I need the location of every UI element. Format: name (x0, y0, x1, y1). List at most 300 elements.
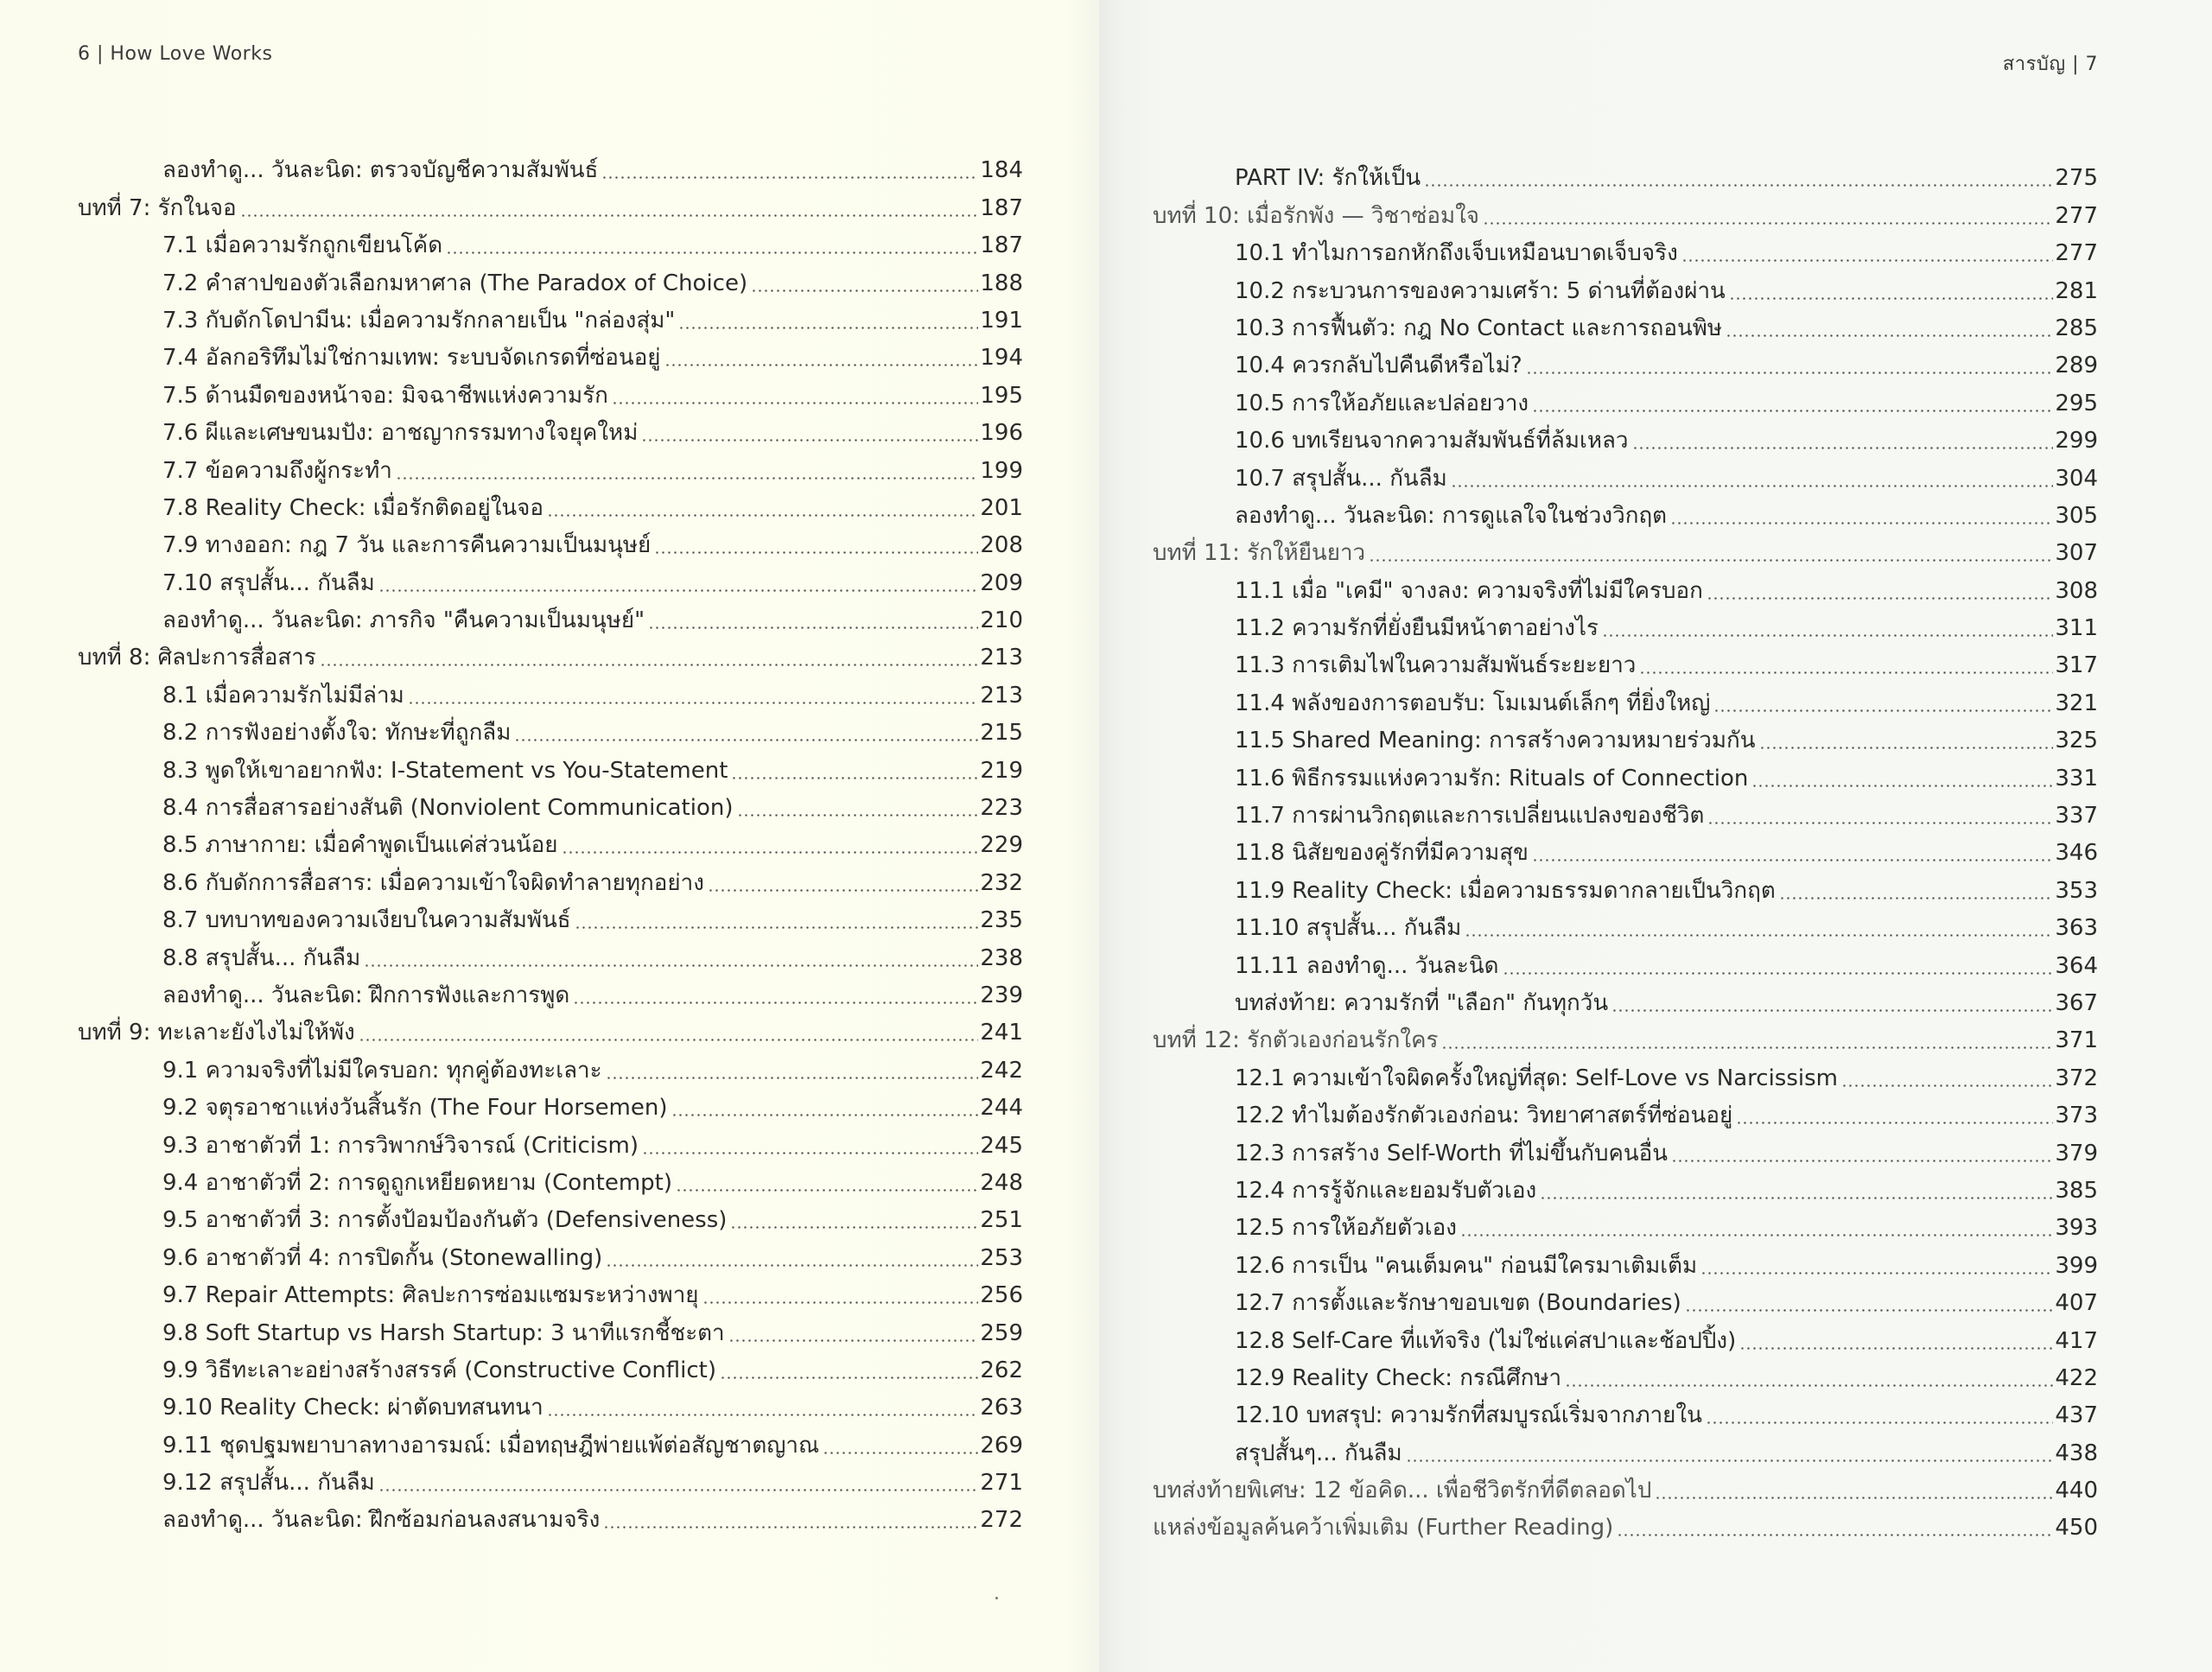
dot-leader (1707, 822, 2053, 824)
dot-leader (1424, 184, 2053, 187)
dot-leader (728, 1339, 979, 1342)
toc-entry-page-number: 399 (2055, 1252, 2098, 1279)
toc-entry-page-number: 184 (980, 157, 1023, 184)
toc-entry-title: 9.2 จตุรอาชาแห่งวันสิ้นรัก (The Four Horsemen) (162, 1095, 668, 1122)
toc-entry-title: 9.12 สรุปสั้น... กันลืม (162, 1470, 375, 1497)
toc-entry-page-number: 215 (980, 720, 1023, 747)
toc-section-entry (1099, 981, 2098, 1018)
toc-entry-title: 11.10 สรุปสั้น... กันลืม (1235, 915, 1462, 942)
toc-entry-title: 12.3 การสร้าง Self-Worth ที่ไม่ขึ้นกับคนอื่น (1235, 1140, 1669, 1167)
toc-entry-page-number: 187 (980, 232, 1023, 259)
dot-leader (601, 176, 978, 179)
toc-entry-title: 8.4 การสื่อสารอย่างสันติ (Nonviolent Communication) (162, 795, 734, 822)
toc-entry-page-number: 188 (980, 270, 1023, 296)
toc-section-entry (1099, 1093, 2098, 1130)
toc-entry-page-number: 195 (980, 382, 1023, 409)
toc-section-entry (0, 710, 1023, 747)
dot-leader (1483, 222, 2053, 225)
toc-entry-title: 9.3 อาชาตัวที่ 1: การวิพากษ์วิจารณ์ (Criticism) (162, 1132, 639, 1159)
toc-entry-page-number: 437 (2055, 1402, 2098, 1429)
toc-section-entry (0, 598, 1023, 635)
toc-entry-title: 9.8 Soft Startup vs Harsh Startup: 3 นาทีแรกชี้ชะตา (162, 1319, 725, 1346)
toc-entry-page-number: 281 (2055, 277, 2098, 304)
toc-entry-title: 12.4 การรู้จักและยอมรับตัวเอง (1235, 1177, 1537, 1204)
toc-entry-title: ลองทำดู... วันละนิด: ภารกิจ "คืนความเป็นมนุษย์" (162, 607, 645, 634)
toc-section-entry (1099, 1168, 2098, 1205)
toc-entry-title: 9.10 Reality Check: ผ่าตัดบทสนทนา (162, 1395, 543, 1421)
toc-entry-page-number: 438 (2055, 1440, 2098, 1466)
toc-entry-title: 11.8 นิสัยของคู่รักที่มีความสุข (1235, 840, 1529, 867)
toc-entry-page-number: 346 (2055, 840, 2098, 867)
toc-entry-page-number: 371 (2055, 1027, 2098, 1054)
toc-entry-page-number: 295 (2055, 390, 2098, 416)
toc-entry-title: บทที่ 9: ทะเลาะยังไงไม่ให้พัง (78, 1020, 355, 1046)
toc-entry-title: 10.2 กระบวนการของความเศร้า: 5 ด่านที่ต้องผ่าน (1235, 277, 1726, 304)
dot-leader (1532, 410, 2053, 412)
toc-section-entry (1099, 156, 2098, 193)
dot-leader (575, 926, 979, 929)
toc-entry-page-number: 304 (2055, 465, 2098, 492)
toc-entry-page-number: 422 (2055, 1364, 2098, 1391)
toc-entry-title: 12.8 Self-Care ที่แท้จริง (ไม่ใช่แค่สปาและช้อปปิ้ง) (1235, 1327, 1737, 1354)
dot-leader (573, 1001, 978, 1004)
toc-entry-page-number: 245 (980, 1132, 1023, 1159)
dot-leader (737, 814, 979, 817)
toc-entry-page-number: 199 (980, 457, 1023, 484)
toc-entry-page-number: 307 (2055, 540, 2098, 567)
toc-entry-title: 11.11 ลองทำดู... วันละนิด (1235, 952, 1499, 979)
dot-leader (1441, 1046, 2053, 1049)
toc-entry-page-number: 256 (980, 1282, 1023, 1309)
toc-section-entry (0, 785, 1023, 823)
dot-leader (547, 514, 978, 517)
toc-entry-page-number: 353 (2055, 877, 2098, 904)
toc-entry-title: 7.8 Reality Check: เมื่อรักติดอยู่ในจอ (162, 494, 544, 521)
toc-chapter-entry (1099, 1468, 2098, 1505)
toc-chapter-entry (1099, 531, 2098, 568)
dot-leader (1565, 1384, 2053, 1387)
toc-entry-page-number: 373 (2055, 1103, 2098, 1129)
dot-leader (823, 1452, 978, 1454)
dot-leader (731, 777, 978, 779)
dot-leader (642, 1152, 978, 1154)
toc-section-entry (1099, 418, 2098, 455)
toc-entry-page-number: 417 (2055, 1327, 2098, 1354)
toc-entry-page-number: 238 (980, 944, 1023, 971)
dot-leader (1759, 747, 2054, 749)
toc-entry-page-number: 244 (980, 1095, 1023, 1122)
toc-entry-title: 11.4 พลังของการตอบรับ: โมเมนต์เล็กๆ ที่ยิ่งใหญ่ (1235, 690, 1711, 716)
toc-section-entry (0, 223, 1023, 260)
dot-leader (1671, 1160, 2053, 1162)
toc-entry-page-number: 201 (980, 494, 1023, 521)
toc-section-entry (0, 1122, 1023, 1160)
toc-entry-title: 7.4 อัลกอริทึมไม่ใช่กามเทพ: ระบบจัดเกรดที่ซ่อนอยู่ (162, 345, 661, 372)
dot-leader (1685, 1309, 2054, 1312)
toc-entry-title: ลองทำดู... วันละนิด: การดูแลใจในช่วงวิกฤต (1235, 502, 1668, 529)
toc-section-entry (1099, 1281, 2098, 1318)
dot-leader (1726, 334, 2053, 337)
toc-entry-title: 9.11 ชุดปฐมพยาบาลทางอารมณ์: เมื่อทฤษฎีพ่ายแพ้ต่อสัญชาตญาณ (162, 1432, 820, 1459)
dot-leader (641, 439, 978, 442)
toc-section-entry (1099, 1055, 2098, 1092)
toc-entry-title: 12.10 บทสรุป: ความรักที่สมบูรณ์เริ่มจากภายใน (1235, 1402, 1702, 1429)
toc-entry-title: 7.1 เมื่อความรักถูกเขียนโค้ด (162, 232, 443, 259)
dot-leader (1369, 559, 2053, 562)
toc-section-entry (0, 1497, 1023, 1535)
toc-section-entry (0, 1198, 1023, 1235)
dot-leader (1503, 972, 2054, 975)
dot-leader (1526, 372, 2054, 374)
dot-leader (1779, 897, 2054, 900)
toc-section-entry (0, 486, 1023, 523)
toc-entry-title: บทส่งท้ายพิเศษ: 12 ข้อคิด... เพื่อชีวิตรักที่ดีตลอดไป (1153, 1478, 1652, 1504)
toc-entry-title: 12.1 ความเข้าใจผิดครั้งใหญ่ที่สุด: Self-Love vs Narcissism (1235, 1065, 1838, 1091)
toc-entry-title: 7.5 ด้านมืดของหน้าจอ: มิจฉาชีพแห่งความรัก (162, 382, 608, 409)
toc-entry-title: PART IV: รักให้เป็น (1235, 165, 1421, 192)
toc-entry-page-number: 308 (2055, 577, 2098, 604)
dot-leader (678, 327, 978, 329)
toc-entry-page-number: 262 (980, 1357, 1023, 1383)
toc-section-entry (0, 1385, 1023, 1422)
dot-leader (1632, 447, 2054, 449)
toc-entry-title: บทที่ 7: รักในจอ (78, 194, 237, 221)
toc-section-entry (0, 935, 1023, 972)
dot-leader (612, 402, 978, 404)
page-speck (995, 1597, 998, 1599)
dot-leader (606, 1264, 978, 1267)
toc-section-entry (0, 1460, 1023, 1497)
toc-section-entry (0, 372, 1023, 410)
toc-entry-title: 7.2 คำสาปของตัวเลือกมหาศาล (The Paradox of Choice) (162, 270, 748, 296)
dot-leader (378, 1489, 979, 1491)
toc-section-entry (0, 148, 1023, 185)
toc-entry-page-number: 210 (980, 607, 1023, 634)
toc-entry-title: 8.6 กับดักการสื่อสาร: เมื่อความเข้าใจผิดทำลายทุกอย่าง (162, 869, 704, 896)
toc-section-entry (1099, 793, 2098, 830)
dot-leader (1532, 859, 2053, 861)
dot-leader (1460, 1234, 2053, 1237)
toc-entry-title: 7.7 ข้อความถึงผู้กระทำ (162, 457, 392, 484)
toc-entry-page-number: 213 (980, 645, 1023, 671)
toc-entry-title: 11.9 Reality Check: เมื่อความธรรมดากลายเป็นวิกฤต (1235, 877, 1776, 904)
toc-section-entry (0, 747, 1023, 785)
dot-leader (1706, 1421, 2053, 1424)
dot-leader (1617, 1534, 2053, 1536)
toc-entry-title: 12.7 การตั้งและรักษาขอบเขต (Boundaries) (1235, 1290, 1681, 1317)
toc-section-entry (1099, 755, 2098, 792)
toc-section-entry (1099, 943, 2098, 980)
dot-leader (1655, 1497, 2053, 1499)
dot-leader (1729, 297, 2054, 300)
toc-section-entry (1099, 568, 2098, 605)
dot-leader (240, 214, 979, 217)
toc-entry-title: บทที่ 8: ศิลปะการสื่อสาร (78, 645, 316, 671)
toc-section-entry (0, 1235, 1023, 1272)
toc-entry-title: 7.9 ทางออก: กฎ 7 วัน และการคืนความเป็นมนุษย์ (162, 532, 652, 559)
toc-entry-title: ลองทำดู... วันละนิด: ฝึกซ้อมก่อนลงสนามจริง (162, 1507, 601, 1534)
toc-entry-page-number: 275 (2055, 165, 2098, 192)
toc-entry-title: 10.1 ทำไมการอกหักถึงเจ็บเหมือนบาดเจ็บจริง (1235, 240, 1678, 267)
toc-entry-page-number: 321 (2055, 690, 2098, 716)
toc-entry-title: 7.6 ผีและเศษขนมปัง: อาชญากรรมทางใจยุคใหม่ (162, 420, 639, 447)
dot-leader (1611, 1009, 2053, 1012)
toc-entry-page-number: 317 (2055, 652, 2098, 679)
toc-section-entry (1099, 643, 2098, 680)
toc-entry-page-number: 331 (2055, 765, 2098, 791)
toc-entry-page-number: 219 (980, 757, 1023, 784)
toc-entry-title: 9.1 ความจริงที่ไม่มีใครบอก: ทุกคู่ต้องทะเลาะ (162, 1057, 602, 1084)
toc-entry-title: บทที่ 11: รักให้ยืนยาว (1153, 540, 1366, 567)
right-page (1099, 0, 2212, 1672)
toc-chapter-entry (1099, 1018, 2098, 1055)
toc-entry-page-number: 241 (980, 1020, 1023, 1046)
toc-entry-page-number: 213 (980, 682, 1023, 709)
dot-leader (1406, 1459, 2054, 1462)
toc-section-entry (0, 823, 1023, 860)
toc-entry-page-number: 393 (2055, 1215, 2098, 1242)
toc-entry-title: 10.5 การให้อภัยและปล่อยวาง (1235, 390, 1529, 416)
toc-entry-page-number: 277 (2055, 240, 2098, 267)
toc-entry-page-number: 277 (2055, 202, 2098, 229)
toc-entry-page-number: 229 (980, 832, 1023, 859)
dot-leader (720, 1376, 978, 1379)
dot-leader (1713, 709, 2053, 712)
dot-leader (606, 1077, 979, 1079)
running-head-right: สารบัญ | 7 (2002, 54, 2098, 75)
toc-entry-title: 7.3 กับดักโดปามีน: เมื่อความรักกลายเป็น "กล่องสุ่ม" (162, 307, 676, 334)
toc-section-entry (0, 1422, 1023, 1459)
toc-section-entry (1099, 830, 2098, 868)
toc-chapter-entry (0, 185, 1023, 222)
toc-entry-page-number: 311 (2055, 615, 2098, 642)
toc-section-entry (1099, 906, 2098, 943)
toc-entry-title: บทที่ 10: เมื่อรักพัง — วิชาซ่อมใจ (1153, 202, 1480, 229)
toc-entry-page-number: 372 (2055, 1065, 2098, 1091)
toc-section-entry (0, 973, 1023, 1010)
toc-section-entry (0, 560, 1023, 597)
toc-section-entry (1099, 1318, 2098, 1355)
toc-entry-page-number: 305 (2055, 502, 2098, 529)
toc-section-entry (1099, 718, 2098, 755)
dot-leader (1707, 597, 2053, 600)
toc-entry-page-number: 407 (2055, 1290, 2098, 1317)
toc-section-entry (0, 448, 1023, 485)
toc-entry-title: 8.2 การฟังอย่างตั้งใจ: ทักษะที่ถูกลืม (162, 720, 512, 747)
toc-section-entry (1099, 380, 2098, 417)
toc-entry-page-number: 239 (980, 982, 1023, 1008)
toc-entry-title: 10.3 การฟื้นตัว: กฎ No Contact และการถอนพิษ (1235, 315, 1723, 341)
dot-leader (378, 589, 979, 592)
toc-entry-page-number: 450 (2055, 1515, 2098, 1542)
running-head-left: 6 | How Love Works (78, 43, 273, 65)
toc-entry-page-number: 272 (980, 1507, 1023, 1534)
toc-entry-title: 12.5 การให้อภัยตัวเอง (1235, 1215, 1457, 1242)
toc-chapter-entry (0, 1010, 1023, 1047)
toc-entry-title: 8.3 พูดให้เขาอยากฟัง: I-Statement vs You-Statement (162, 757, 728, 784)
toc-entry-page-number: 271 (980, 1470, 1023, 1497)
toc-section-entry (0, 260, 1023, 297)
dot-leader (603, 1526, 978, 1529)
toc-section-entry (0, 335, 1023, 372)
toc-entry-title: 9.6 อาชาตัวที่ 4: การปิดกั้น (Stonewalling) (162, 1244, 603, 1271)
toc-entry-title: 11.3 การเติมไฟในความสัมพันธ์ระยะยาว (1235, 652, 1637, 679)
toc-entry-page-number: 363 (2055, 915, 2098, 942)
toc-entry-page-number: 253 (980, 1244, 1023, 1271)
toc-section-entry (0, 1348, 1023, 1385)
dot-leader (1739, 1347, 2053, 1350)
toc-section-entry (0, 298, 1023, 335)
dot-leader (396, 477, 979, 480)
toc-section-entry (1099, 493, 2098, 531)
dot-leader (547, 1414, 979, 1416)
toc-entry-title: 11.5 Shared Meaning: การสร้างความหมายร่วมกัน (1235, 728, 1756, 754)
dot-leader (671, 1114, 979, 1116)
toc-section-entry (1099, 868, 2098, 905)
dot-leader (514, 739, 978, 741)
dot-leader (1602, 634, 2053, 637)
toc-entry-title: 11.2 ความรักที่ยั่งยืนมีหน้าตาอย่างไร (1235, 615, 1599, 642)
left-page (0, 0, 1099, 1672)
toc-entry-page-number: 196 (980, 420, 1023, 447)
toc-entry-title: 11.6 พิธีกรรมแห่งความรัก: Rituals of Connection (1235, 765, 1749, 791)
toc-section-entry (1099, 231, 2098, 268)
toc-section-entry (0, 1085, 1023, 1122)
dot-leader (751, 289, 978, 292)
dot-leader (1736, 1122, 2053, 1124)
toc-entry-title: 8.7 บทบาทของความเงียบในความสัมพันธ์ (162, 907, 571, 934)
toc-entry-title: 12.9 Reality Check: กรณีศึกษา (1235, 1364, 1562, 1391)
toc-entry-title: 10.4 ควรกลับไปคืนดีหรือไม่? (1235, 353, 1522, 379)
toc-section-entry (1099, 268, 2098, 305)
toc-entry-title: 9.4 อาชาตัวที่ 2: การดูถูกเหยียดหยาม (Contempt) (162, 1169, 673, 1196)
toc-entry-page-number: 191 (980, 307, 1023, 334)
toc-section-entry (1099, 1243, 2098, 1280)
toc-entry-title: 8.8 สรุปสั้น... กันลืม (162, 944, 361, 971)
toc-section-entry (1099, 306, 2098, 343)
toc-entry-title: ลองทำดู... วันละนิด: ฝึกการฟังและการพูด (162, 982, 570, 1008)
dot-leader (1465, 934, 2053, 937)
toc-section-entry (1099, 1356, 2098, 1393)
toc-entry-title: บทที่ 12: รักตัวเองก่อนรักใคร (1153, 1027, 1439, 1054)
toc-entry-title: แหล่งข้อมูลค้นคว้าเพิ่มเติม (Further Reading) (1153, 1515, 1614, 1542)
toc-entry-page-number: 385 (2055, 1177, 2098, 1204)
toc-section-entry (1099, 1430, 2098, 1467)
toc-entry-page-number: 364 (2055, 952, 2098, 979)
toc-entry-title: 9.5 อาชาตัวที่ 3: การตั้งป้อมป้องกันตัว (Defensiveness) (162, 1207, 728, 1234)
toc-section-entry (0, 1160, 1023, 1198)
toc-entry-page-number: 440 (2055, 1478, 2098, 1504)
toc-section-entry (1099, 1205, 2098, 1243)
toc-entry-page-number: 379 (2055, 1140, 2098, 1167)
toc-entry-title: 11.1 เมื่อ "เคมี" จางลง: ความจริงที่ไม่มีใครบอก (1235, 577, 1703, 604)
toc-entry-title: บทส่งท้าย: ความรักที่ "เลือก" กันทุกวัน (1235, 989, 1609, 1016)
toc-entry-page-number: 208 (980, 532, 1023, 559)
toc-entry-page-number: 194 (980, 345, 1023, 372)
toc-entry-page-number: 235 (980, 907, 1023, 934)
dot-leader (359, 1039, 979, 1041)
toc-entry-page-number: 325 (2055, 728, 2098, 754)
toc-entry-title: ลองทำดู... วันละนิด: ตรวจบัญชีความสัมพันธ์ (162, 157, 599, 184)
dot-leader (702, 1301, 979, 1304)
toc-entry-title: 9.9 วิธีทะเลาะอย่างสร้างสรรค์ (Constructive Conflict) (162, 1357, 717, 1383)
toc-entry-page-number: 223 (980, 795, 1023, 822)
toc-section-entry (0, 410, 1023, 448)
toc-entry-page-number: 242 (980, 1057, 1023, 1084)
toc-section-entry (1099, 1393, 2098, 1430)
dot-leader (446, 251, 978, 254)
toc-section-entry (1099, 606, 2098, 643)
toc-section-entry (0, 1310, 1023, 1347)
dot-leader (562, 851, 979, 854)
toc-entry-title: 12.2 ทำไมต้องรักตัวเองก่อน: วิทยาศาสตร์ที่ซ่อนอยู่ (1235, 1103, 1733, 1129)
dot-leader (708, 889, 978, 892)
toc-entry-title: 8.5 ภาษากาย: เมื่อคำพูดเป็นแค่ส่วนน้อย (162, 832, 558, 859)
toc-entry-page-number: 248 (980, 1169, 1023, 1196)
toc-entry-page-number: 251 (980, 1207, 1023, 1234)
toc-entry-page-number: 289 (2055, 353, 2098, 379)
toc-section-entry (0, 672, 1023, 709)
toc-entry-page-number: 209 (980, 569, 1023, 596)
toc-entry-title: 12.6 การเป็น "คนเต็มคน" ก่อนมีใครมาเติมเต็ม (1235, 1252, 1698, 1279)
toc-chapter-entry (1099, 193, 2098, 230)
toc-entry-page-number: 263 (980, 1395, 1023, 1421)
toc-entry-title: 8.1 เมื่อความรักไม่มีล่าม (162, 682, 404, 709)
toc-entry-title: 10.6 บทเรียนจากความสัมพันธ์ที่ล้มเหลว (1235, 428, 1629, 455)
toc-entry-page-number: 232 (980, 869, 1023, 896)
toc-entry-title: 10.7 สรุปสั้น... กันลืม (1235, 465, 1447, 492)
toc-entry-page-number: 269 (980, 1432, 1023, 1459)
toc-entry-page-number: 367 (2055, 989, 2098, 1016)
toc-section-entry (0, 1273, 1023, 1310)
toc-entry-title: 11.7 การผ่านวิกฤตและการเปลี่ยนแปลงของชีวิต (1235, 803, 1705, 830)
dot-leader (1681, 259, 2054, 262)
toc-list-right (1099, 156, 2098, 1542)
dot-leader (1670, 522, 2053, 524)
toc-section-entry (0, 1047, 1023, 1084)
toc-entry-page-number: 299 (2055, 428, 2098, 455)
toc-section-entry (1099, 1130, 2098, 1167)
dot-leader (1700, 1272, 2053, 1275)
dot-leader (1751, 785, 2053, 787)
toc-section-entry (1099, 455, 2098, 493)
toc-section-entry (0, 523, 1023, 560)
toc-entry-page-number: 259 (980, 1319, 1023, 1346)
toc-entry-page-number: 285 (2055, 315, 2098, 341)
toc-chapter-entry (0, 635, 1023, 672)
dot-leader (1451, 485, 2054, 487)
toc-entry-title: 9.7 Repair Attempts: ศิลปะการซ่อมแซมระหว่างพายุ (162, 1282, 699, 1309)
toc-section-entry (0, 898, 1023, 935)
toc-section-entry (1099, 680, 2098, 717)
dot-leader (364, 964, 978, 967)
toc-entry-title: 7.10 สรุปสั้น... กันลืม (162, 569, 375, 596)
toc-entry-page-number: 337 (2055, 803, 2098, 830)
toc-section-entry (0, 860, 1023, 897)
toc-section-entry (1099, 343, 2098, 380)
dot-leader (654, 551, 978, 554)
dot-leader (320, 664, 979, 666)
dot-leader (1540, 1197, 2053, 1199)
toc-entry-page-number: 187 (980, 194, 1023, 221)
dot-leader (730, 1226, 978, 1229)
toc-chapter-entry (1099, 1505, 2098, 1542)
toc-entry-title: สรุปสั้นๆ... กันลืม (1235, 1440, 1402, 1466)
toc-list-left (0, 148, 1023, 1535)
dot-leader (408, 702, 979, 704)
dot-leader (664, 364, 979, 366)
dot-leader (1841, 1084, 2053, 1087)
